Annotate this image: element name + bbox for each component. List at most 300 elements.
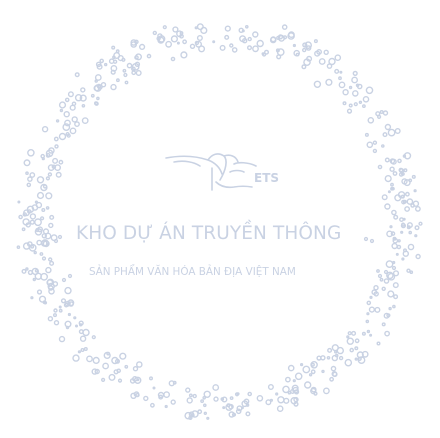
ring-dot xyxy=(171,400,175,404)
ring-dot xyxy=(213,385,218,390)
ring-dot xyxy=(320,59,325,64)
ring-dot xyxy=(171,57,174,60)
ring-dot xyxy=(352,77,357,82)
ring-dot xyxy=(415,226,419,230)
ring-dot xyxy=(392,244,397,249)
ring-dot xyxy=(70,128,75,133)
ring-dot xyxy=(382,323,385,326)
ring-dot xyxy=(82,105,84,107)
ring-dot xyxy=(49,286,53,290)
ring-dot xyxy=(314,81,320,87)
ring-dot xyxy=(65,288,71,294)
ring-dot xyxy=(345,360,351,366)
ring-dot xyxy=(201,400,203,402)
ring-dot xyxy=(368,118,373,123)
ring-dot xyxy=(123,70,125,72)
ring-dot xyxy=(335,55,340,60)
ring-dot xyxy=(398,240,400,242)
ring-dot xyxy=(81,349,84,352)
ring-dot xyxy=(347,336,349,338)
ring-dot xyxy=(87,356,92,361)
ring-dot xyxy=(367,313,369,315)
ring-dot xyxy=(327,64,331,68)
ring-dot xyxy=(42,158,44,160)
ring-dot xyxy=(102,83,106,87)
ring-dot xyxy=(60,337,65,342)
ring-dot xyxy=(54,314,57,317)
ring-dot xyxy=(163,26,166,29)
ring-dot xyxy=(379,275,382,278)
ring-dot xyxy=(405,207,409,211)
ring-dot xyxy=(204,391,210,397)
ring-dot xyxy=(57,120,59,122)
ring-dot xyxy=(111,85,116,90)
ring-dot xyxy=(137,362,142,367)
ring-dot xyxy=(394,283,399,288)
ring-dot xyxy=(119,379,122,382)
ring-dot xyxy=(109,375,115,381)
logo-subtitle: SẢN PHẨM VĂN HÓA BẢN ĐỊA VIỆT NAM xyxy=(89,266,296,278)
ring-dot xyxy=(222,397,227,402)
ring-dot xyxy=(248,392,251,395)
ring-dot xyxy=(257,396,262,401)
ring-dot xyxy=(337,348,343,354)
ring-dot xyxy=(416,207,420,211)
ring-dot xyxy=(102,379,105,382)
ring-dot xyxy=(147,55,150,58)
ring-dot xyxy=(305,382,311,388)
ring-dot xyxy=(55,321,59,325)
ring-dot xyxy=(386,261,392,267)
ring-dot xyxy=(213,41,215,43)
ring-dot xyxy=(367,301,370,304)
ring-dot xyxy=(60,310,62,312)
ring-dot xyxy=(349,104,352,107)
ring-dot xyxy=(271,37,276,42)
ring-dot xyxy=(339,82,344,87)
ring-dot xyxy=(38,193,44,199)
ring-dot xyxy=(30,220,34,224)
ring-dot xyxy=(186,388,190,392)
ring-dot xyxy=(72,102,75,105)
ring-dot xyxy=(53,159,58,164)
ring-dot xyxy=(198,410,201,413)
ring-dot xyxy=(204,404,206,406)
ring-dot xyxy=(31,297,33,299)
ring-dot xyxy=(382,145,384,147)
ring-dot xyxy=(30,214,35,219)
ring-dot xyxy=(48,173,51,176)
ring-dot xyxy=(414,190,416,192)
ring-dot xyxy=(22,270,26,274)
ring-dot xyxy=(350,87,352,89)
ring-dot xyxy=(366,320,368,322)
ring-dot xyxy=(187,398,192,403)
ring-dot xyxy=(373,149,376,152)
ring-dot xyxy=(354,103,357,106)
ring-dot xyxy=(269,385,274,390)
ring-dot xyxy=(225,36,229,40)
ring-dot xyxy=(97,97,99,99)
ring-dot xyxy=(83,330,89,336)
ring-dot xyxy=(411,204,414,207)
ring-dot xyxy=(66,98,69,101)
ring-dot xyxy=(28,177,32,181)
ring-dot xyxy=(124,74,127,77)
ring-dot xyxy=(151,404,154,407)
ring-dot xyxy=(312,363,315,366)
ring-dot xyxy=(375,308,380,313)
ring-dot xyxy=(358,84,362,88)
ring-dot xyxy=(36,201,38,203)
ring-dot xyxy=(111,70,115,74)
ring-dot xyxy=(400,218,403,221)
ring-dot xyxy=(397,254,399,256)
ring-dot xyxy=(44,185,47,188)
ring-dot xyxy=(81,88,85,92)
ring-dot xyxy=(220,46,225,51)
ring-dot xyxy=(377,270,379,272)
ring-dot xyxy=(386,158,390,162)
ring-dot xyxy=(253,32,258,37)
ring-dot xyxy=(397,245,400,248)
ring-dot xyxy=(419,222,422,225)
ring-dot xyxy=(317,356,321,360)
ring-dot xyxy=(335,70,339,74)
ring-dot xyxy=(63,279,66,282)
ring-dot xyxy=(382,195,387,200)
ring-dot xyxy=(117,79,119,81)
ring-dot xyxy=(114,60,117,63)
ring-dot xyxy=(296,373,302,379)
ring-dot xyxy=(278,406,283,411)
ring-dot xyxy=(132,71,135,74)
ring-dot xyxy=(385,204,390,209)
ring-dot xyxy=(49,223,53,227)
ring-dot xyxy=(294,45,296,47)
ring-dot xyxy=(201,28,207,34)
ring-dot xyxy=(214,397,218,401)
ring-dot xyxy=(173,27,178,32)
ring-dot xyxy=(367,331,369,333)
ring-dot xyxy=(75,122,79,126)
ring-dot xyxy=(100,59,103,62)
ring-dot xyxy=(401,231,403,233)
ring-dot xyxy=(385,125,390,130)
ring-dot xyxy=(207,417,209,419)
ring-dot xyxy=(64,112,69,117)
ring-dot xyxy=(283,25,287,29)
ring-dot xyxy=(394,295,398,299)
ring-dot xyxy=(289,366,294,371)
ring-dot xyxy=(404,169,407,172)
ring-dot xyxy=(388,291,394,297)
ring-dot xyxy=(125,366,127,368)
ring-dot xyxy=(26,172,28,174)
ring-dot xyxy=(353,72,357,76)
ring-dot xyxy=(326,79,332,85)
ring-dot xyxy=(324,50,328,54)
ring-dot xyxy=(343,102,346,105)
ring-dot xyxy=(340,357,343,360)
ring-dot xyxy=(69,314,71,316)
ring-dot xyxy=(198,36,203,41)
ring-dot xyxy=(60,134,66,140)
ring-dot xyxy=(80,330,84,334)
ring-dot xyxy=(407,269,410,272)
ring-dot xyxy=(204,412,206,414)
ring-dot xyxy=(225,26,230,31)
ring-dot xyxy=(402,258,404,260)
ring-dot xyxy=(69,92,74,97)
ring-dot xyxy=(72,117,77,122)
ring-dot xyxy=(28,150,34,156)
ring-dot xyxy=(413,176,416,179)
ring-dot xyxy=(355,358,357,360)
ring-dot xyxy=(283,386,289,392)
ring-dot xyxy=(137,379,139,381)
ring-dot xyxy=(19,215,22,218)
ring-dot xyxy=(266,400,271,405)
ring-dot xyxy=(42,209,45,212)
ring-dot xyxy=(50,262,54,266)
ring-dot xyxy=(378,165,381,168)
ring-dot xyxy=(43,127,48,132)
brush-signature-mark xyxy=(160,150,286,196)
ring-dot xyxy=(117,50,119,52)
ring-dot xyxy=(59,306,61,308)
ring-dot xyxy=(366,134,369,137)
ring-dot xyxy=(384,279,388,283)
ring-dot xyxy=(363,105,365,107)
ring-dot xyxy=(253,46,258,51)
ring-dot xyxy=(230,397,232,399)
ring-dot xyxy=(33,279,35,281)
ring-dot xyxy=(301,364,303,366)
ring-dot xyxy=(53,282,57,286)
ring-dot xyxy=(92,95,94,97)
ring-dot xyxy=(95,102,98,105)
ring-dot xyxy=(390,167,394,171)
ring-dot xyxy=(41,217,44,220)
ring-dot xyxy=(112,46,115,49)
ring-dot xyxy=(377,342,380,345)
ring-dot xyxy=(265,50,269,54)
ring-dot xyxy=(331,367,335,371)
ring-dot xyxy=(359,101,361,103)
ring-dot xyxy=(348,332,351,335)
ring-dot xyxy=(178,42,180,44)
ring-dot xyxy=(103,363,108,368)
ring-dot xyxy=(363,97,368,102)
ring-dot xyxy=(373,141,376,144)
ring-dot xyxy=(312,370,315,373)
ring-dot xyxy=(59,161,62,164)
ring-dot xyxy=(24,160,30,166)
ring-dot xyxy=(392,210,396,214)
ring-dot xyxy=(366,87,372,93)
ring-dot xyxy=(315,40,318,43)
ring-dot xyxy=(50,216,54,220)
ring-dot xyxy=(286,377,290,381)
ring-dot xyxy=(347,338,353,344)
ring-dot xyxy=(390,226,392,228)
ring-dot xyxy=(246,26,248,28)
ring-dot xyxy=(257,41,263,47)
ring-dot xyxy=(370,307,375,312)
ring-dot xyxy=(378,116,381,119)
ring-dot xyxy=(248,38,251,41)
ring-dot xyxy=(48,317,52,321)
ring-dot xyxy=(294,398,298,402)
ring-dot xyxy=(352,332,356,336)
ring-dot xyxy=(55,137,58,140)
ring-dot xyxy=(348,109,352,113)
ring-dot xyxy=(153,31,156,34)
ring-dot xyxy=(47,207,49,209)
ring-dot xyxy=(37,240,41,244)
ring-dot xyxy=(248,46,252,50)
ring-dot xyxy=(355,347,358,350)
ring-dot xyxy=(27,183,30,186)
ring-dot xyxy=(44,229,49,234)
ring-dot xyxy=(382,287,385,290)
ring-dot xyxy=(62,299,66,303)
ring-dot xyxy=(69,302,73,306)
ring-dot xyxy=(385,176,391,182)
ring-dot xyxy=(60,110,62,112)
ring-dot xyxy=(165,406,167,408)
ring-dot xyxy=(380,111,383,114)
ring-dot xyxy=(327,357,329,359)
ring-dot xyxy=(122,58,125,61)
ring-dot xyxy=(246,412,250,416)
ring-dot xyxy=(55,145,58,148)
ring-dot xyxy=(193,395,196,398)
ring-dot xyxy=(390,159,394,163)
ring-dot xyxy=(54,309,57,312)
ring-dot xyxy=(125,81,127,83)
ring-dot xyxy=(389,308,391,310)
ring-dot xyxy=(389,191,391,193)
ring-dot xyxy=(85,348,88,351)
ring-dot xyxy=(385,271,388,274)
ring-dot xyxy=(144,396,148,400)
ring-dot xyxy=(237,409,241,413)
ring-dot xyxy=(276,393,278,395)
ring-dot xyxy=(385,331,389,335)
ring-dot xyxy=(49,258,52,261)
ring-dot xyxy=(374,286,378,290)
ring-dot xyxy=(406,193,409,196)
ring-dot xyxy=(393,172,396,175)
ring-dot xyxy=(136,71,141,76)
ring-dot xyxy=(350,349,353,352)
ring-dot xyxy=(60,102,66,108)
ring-dot xyxy=(322,370,324,372)
ring-dot xyxy=(164,392,169,397)
ring-dot xyxy=(46,268,51,273)
ring-dot xyxy=(97,85,100,88)
ring-dot xyxy=(278,397,284,403)
ring-dot xyxy=(83,118,88,123)
ring-dot xyxy=(28,242,32,246)
logo-mark-text: ETS xyxy=(254,171,280,185)
ring-dot xyxy=(302,65,306,69)
ring-dot xyxy=(230,44,233,47)
ring-dot xyxy=(34,252,36,254)
ring-dot xyxy=(191,44,195,48)
ring-dot xyxy=(355,339,358,342)
ring-dot xyxy=(415,235,417,237)
ring-dot xyxy=(229,412,234,417)
ring-dot xyxy=(43,257,46,260)
ring-dot xyxy=(76,325,78,327)
ring-dot xyxy=(383,133,387,137)
ring-dot xyxy=(166,42,171,47)
ring-dot xyxy=(391,184,393,186)
ring-dot xyxy=(38,177,44,183)
ring-dot xyxy=(46,193,52,199)
ring-dot xyxy=(55,240,58,243)
ring-dot xyxy=(233,48,237,52)
ring-dot xyxy=(404,249,407,252)
ring-dot xyxy=(69,275,72,278)
ring-dot xyxy=(408,244,413,249)
ring-dot xyxy=(370,335,372,337)
ring-dot xyxy=(363,333,366,336)
ring-dot xyxy=(134,367,138,371)
ring-dot xyxy=(127,64,131,68)
ring-dot xyxy=(294,402,298,406)
ring-dot xyxy=(75,73,79,77)
ring-dot xyxy=(367,142,372,147)
ring-dot xyxy=(96,75,101,80)
ring-dot xyxy=(324,388,329,393)
ring-dot xyxy=(26,268,28,270)
ring-dot xyxy=(339,77,341,79)
ring-dot xyxy=(398,159,401,162)
ring-dot xyxy=(59,236,62,239)
ring-dot xyxy=(223,407,225,409)
ring-dot xyxy=(38,290,42,294)
ring-dot xyxy=(172,36,178,42)
ring-dot xyxy=(370,297,372,299)
ring-dot xyxy=(190,394,192,396)
ring-dot xyxy=(388,129,394,135)
ring-dot xyxy=(393,267,396,270)
ring-dot xyxy=(395,129,400,134)
logo-title: KHO DỰ ÁN TRUYỀN THÔNG xyxy=(76,223,342,244)
ring-dot xyxy=(343,90,348,95)
ring-dot xyxy=(73,355,79,361)
ring-dot xyxy=(416,255,420,259)
ring-dot xyxy=(195,27,197,29)
ring-dot xyxy=(310,374,312,376)
ring-dot xyxy=(56,173,61,178)
ring-dot xyxy=(105,64,107,66)
ring-dot xyxy=(303,366,309,372)
ring-dot xyxy=(153,387,155,389)
ring-dot xyxy=(79,351,81,353)
ring-dot xyxy=(18,201,20,203)
ring-dot xyxy=(330,378,333,381)
ring-dot xyxy=(340,72,342,74)
ring-dot xyxy=(120,353,126,359)
ring-dot xyxy=(393,306,395,308)
ring-dot xyxy=(402,195,405,198)
ring-dot xyxy=(22,228,24,230)
